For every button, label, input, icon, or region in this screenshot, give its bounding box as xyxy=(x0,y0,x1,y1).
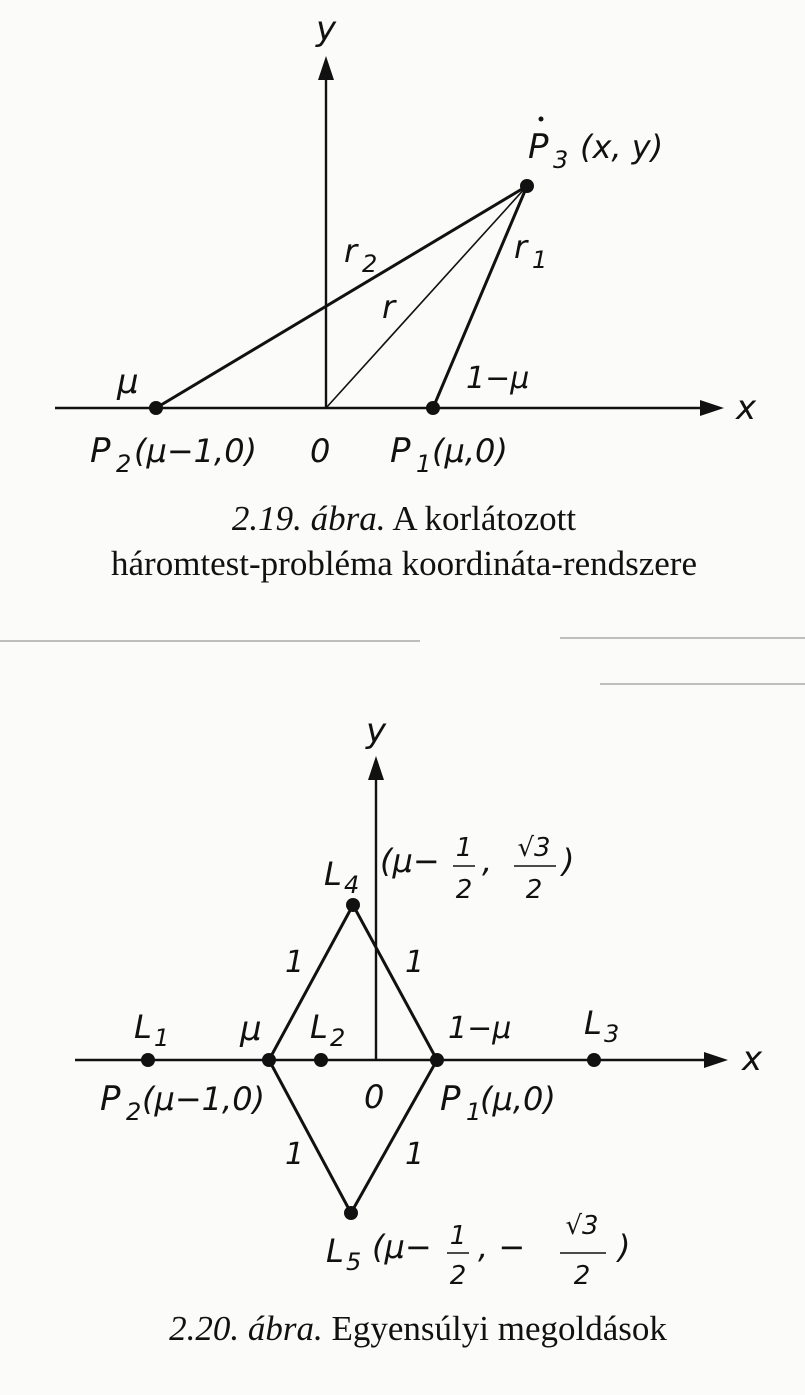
l3-label-sub: 3 xyxy=(604,1020,620,1048)
point-l2 xyxy=(314,1053,328,1067)
point-p1 xyxy=(426,401,440,415)
point-l3 xyxy=(587,1053,601,1067)
y-axis-arrow-icon xyxy=(318,56,334,80)
caption-2-19-line-2: háromtest-probléma koordináta-rendszere xyxy=(111,544,697,583)
side-p2-l5 xyxy=(269,1060,351,1213)
l4-coord-open: (μ− xyxy=(380,842,440,880)
p3-label-sub: 3 xyxy=(553,146,569,174)
side-lower-right-label: 1 xyxy=(405,1137,425,1172)
r1-label: r xyxy=(514,228,528,266)
caption-2-20-text: Egyensúlyi megoldások xyxy=(331,1309,667,1348)
point-p3 xyxy=(520,179,534,193)
l4-frac-1-den: 2 xyxy=(455,875,473,905)
l4-comma: , xyxy=(482,842,493,880)
p3-coords: (x, y) xyxy=(580,128,664,166)
y-axis-label: y xyxy=(366,711,387,751)
l5-frac-2-den: 2 xyxy=(573,1261,591,1291)
l5-coord-close: ) xyxy=(618,1228,631,1266)
x-axis-arrow-icon xyxy=(700,400,724,416)
l4-coord-close: ) xyxy=(562,842,575,880)
l5-label: L xyxy=(326,1232,344,1270)
l2-label: L xyxy=(310,1008,328,1046)
l2-label-sub: 2 xyxy=(330,1024,346,1052)
l4-frac-2-den: 2 xyxy=(525,875,543,905)
l5-frac-1-num: 1 xyxy=(449,1221,467,1251)
caption-2-19-text-1: A korlátozott xyxy=(392,499,577,538)
side-upper-right-label: 1 xyxy=(405,945,425,980)
p2-label: P xyxy=(100,1079,121,1119)
l5-label-sub: 5 xyxy=(346,1248,362,1276)
x-axis-label: x xyxy=(742,1039,763,1079)
l4-frac-1-num: 1 xyxy=(455,833,473,863)
origin-label: 0 xyxy=(310,432,331,470)
point-p2 xyxy=(262,1053,276,1067)
x-axis-arrow-icon xyxy=(704,1052,728,1068)
point-l4 xyxy=(346,898,360,912)
l3-label: L xyxy=(584,1004,602,1042)
figure-2-20 xyxy=(75,711,763,1348)
p2-label: P xyxy=(90,431,111,471)
side-l4-p1 xyxy=(353,905,437,1060)
point-p1 xyxy=(430,1053,444,1067)
l5-frac-2-num: √3 xyxy=(565,1211,599,1241)
p1-coords: (μ,0) xyxy=(432,432,508,470)
r2-label: r xyxy=(344,232,358,270)
point-l5 xyxy=(344,1206,358,1220)
p2-coords: (μ−1,0) xyxy=(142,1080,266,1118)
caption-2-20-word: ábra. xyxy=(247,1309,323,1348)
caption-2-20-number: 2.20. xyxy=(169,1309,240,1348)
side-lower-left-label: 1 xyxy=(285,1137,305,1172)
l4-label: L xyxy=(324,855,342,893)
l5-coord-open: (μ− xyxy=(372,1228,432,1266)
y-axis-arrow-icon xyxy=(368,756,384,780)
side-upper-left-label: 1 xyxy=(285,945,305,980)
caption-2-19-line-1 xyxy=(232,499,576,538)
l5-frac-1-den: 2 xyxy=(449,1261,467,1291)
p2-label-sub: 2 xyxy=(126,1098,142,1126)
caption-2-19-word: ábra. xyxy=(310,499,386,538)
caption-2-20 xyxy=(169,1309,667,1348)
one-minus-mu-label: 1−μ xyxy=(466,361,530,396)
p2-coords: (μ−1,0) xyxy=(134,432,258,470)
r2-label-sub: 2 xyxy=(362,250,378,278)
origin-label: 0 xyxy=(364,1078,385,1116)
p1-label: P xyxy=(440,1079,461,1119)
p1-label-sub: 1 xyxy=(416,450,432,478)
r1-label-sub: 1 xyxy=(532,246,548,274)
l1-label: L xyxy=(134,1008,152,1046)
l4-frac-2-num: √3 xyxy=(517,833,551,863)
p1-coords: (μ,0) xyxy=(480,1080,556,1118)
figure-2-19 xyxy=(55,9,757,583)
caption-2-19-number: 2.19. xyxy=(231,499,302,538)
l5-comma: , − xyxy=(478,1228,526,1266)
l4-label-sub: 4 xyxy=(344,871,360,899)
mu-label: μ xyxy=(240,1009,262,1049)
p2-label-sub: 2 xyxy=(116,450,132,478)
x-axis-label: x xyxy=(736,388,757,428)
p3-label: P xyxy=(528,127,549,167)
p3-dot-accent xyxy=(539,117,544,122)
one-minus-mu-label: 1−μ xyxy=(448,1011,512,1046)
point-l1 xyxy=(141,1053,155,1067)
l1-label-sub: 1 xyxy=(154,1024,170,1052)
point-p2 xyxy=(149,401,163,415)
p1-label: P xyxy=(390,431,411,471)
r-label: r xyxy=(382,288,396,326)
p1-label-sub: 1 xyxy=(466,1098,482,1126)
mu-label: μ xyxy=(117,362,139,402)
y-axis-label: y xyxy=(316,9,337,49)
